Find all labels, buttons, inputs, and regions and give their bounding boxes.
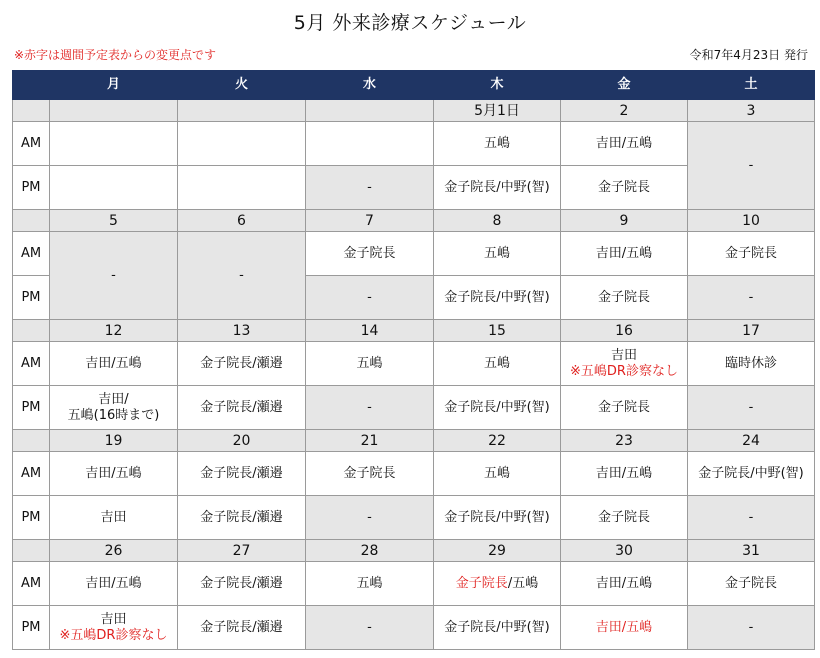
- schedule-cell: [434, 122, 561, 166]
- date-row: [13, 210, 815, 232]
- date-cell: 23: [561, 430, 688, 452]
- doctor-text: 金子院長: [597, 179, 650, 195]
- am-label: AM: [13, 452, 50, 496]
- schedule-cell: [306, 606, 434, 650]
- schedule-cell: [178, 496, 306, 540]
- date-cell: 2: [561, 100, 688, 122]
- date-cell: 20: [178, 430, 306, 452]
- schedule-cell: [688, 496, 815, 540]
- date-row: [13, 100, 815, 122]
- date-cell: 27: [178, 540, 306, 562]
- doctor-text: -: [367, 289, 372, 305]
- page-title: 5月 外来診療スケジュール: [293, 12, 527, 34]
- pm-row: [13, 386, 815, 430]
- date-row-spacer: [13, 210, 50, 232]
- date-cell: 30: [561, 540, 688, 562]
- doctor-text: 五嶋: [483, 245, 510, 261]
- pm-label: PM: [13, 606, 50, 650]
- pm-label: PM: [13, 496, 50, 540]
- date-cell: 3: [688, 100, 815, 122]
- schedule-cell: [306, 342, 434, 386]
- doctor-text: -: [748, 509, 754, 525]
- pm-label: PM: [13, 386, 50, 430]
- doctor-text: -: [748, 289, 754, 305]
- date-cell: 21: [306, 430, 434, 452]
- schedule-cell: [50, 122, 178, 166]
- schedule-cell: [561, 562, 688, 606]
- weekday-header: 金: [561, 71, 688, 100]
- schedule-cell: [50, 496, 178, 540]
- am-row: [13, 342, 815, 386]
- date-cell: 9: [561, 210, 688, 232]
- schedule-cell: [306, 232, 434, 276]
- schedule-cell: [688, 562, 815, 606]
- doctor-text: 金子院長: [597, 509, 650, 525]
- schedule-cell: [688, 122, 815, 210]
- schedule-cell: [688, 606, 815, 650]
- change-remark: ※五嶋DR診察なし: [570, 363, 678, 379]
- schedule-cell: [434, 606, 561, 650]
- doctor-text: 金子院長: [597, 399, 650, 415]
- schedule-cell: [688, 452, 815, 496]
- date-cell: 31: [688, 540, 815, 562]
- doctor-text: -: [367, 399, 372, 415]
- weekday-header: 木: [434, 71, 561, 100]
- am-row: [13, 452, 815, 496]
- date-row: [13, 430, 815, 452]
- schedule-cell: [561, 386, 688, 430]
- schedule-cell: [50, 452, 178, 496]
- schedule-cell: [561, 496, 688, 540]
- schedule-cell: [178, 452, 306, 496]
- schedule-cell: [178, 606, 306, 650]
- doctor-text: 吉田/五嶋: [595, 619, 653, 635]
- doctor-text: 吉田/五嶋: [595, 575, 653, 591]
- schedule-cell: [434, 562, 561, 606]
- schedule-cell: [561, 342, 688, 386]
- schedule-cell: [688, 386, 815, 430]
- schedule-cell: [434, 386, 561, 430]
- date-cell: 29: [434, 540, 561, 562]
- schedule-cell: [688, 232, 815, 276]
- date-cell: 22: [434, 430, 561, 452]
- doctor-text: 吉田/五嶋: [85, 465, 142, 481]
- date-cell: 24: [688, 430, 815, 452]
- doctor-text: 金子院長/中野(智): [444, 179, 550, 195]
- date-cell: 6: [178, 210, 306, 232]
- doctor-text: 吉田/五嶋: [85, 575, 142, 591]
- weekday-header: 水: [306, 71, 434, 100]
- doctor-text: 吉田: [610, 347, 637, 363]
- doctor-text: -: [111, 267, 116, 283]
- doctor-text: 金子院長/瀬邉: [200, 399, 283, 415]
- date-cell: 19: [50, 430, 178, 452]
- date-row-spacer: [13, 430, 50, 452]
- am-label: AM: [13, 342, 50, 386]
- doctor-text: 吉田/五嶋: [85, 355, 142, 371]
- doctor-text: 金子院長/中野(智): [444, 289, 550, 305]
- schedule-cell: [434, 232, 561, 276]
- date-cell: 7: [306, 210, 434, 232]
- change-remark: ※五嶋DR診察なし: [59, 627, 168, 643]
- doctor-text: 金子院長: [724, 575, 777, 591]
- date-row-spacer: [13, 100, 50, 122]
- doctor-text: 吉田/五嶋: [595, 465, 653, 481]
- schedule-cell: [306, 496, 434, 540]
- schedule-cell: [178, 342, 306, 386]
- date-cell: 26: [50, 540, 178, 562]
- date-cell: 14: [306, 320, 434, 342]
- schedule-cell: [178, 562, 306, 606]
- schedule-cell: [561, 122, 688, 166]
- doctor-text: -: [367, 619, 372, 635]
- date-cell: 28: [306, 540, 434, 562]
- doctor-text: 吉田: [100, 611, 127, 627]
- schedule-cell: [434, 452, 561, 496]
- doctor-text: -: [748, 619, 754, 635]
- doctor-text: 金子院長/瀬邉: [200, 465, 283, 481]
- schedule-cell: [434, 276, 561, 320]
- date-cell: 5月1日: [434, 100, 561, 122]
- schedule-cell: [306, 452, 434, 496]
- doctor-text: 金子院長/中野(智): [444, 399, 550, 415]
- schedule-cell: [50, 342, 178, 386]
- schedule-cell: [306, 276, 434, 320]
- doctor-text: -: [367, 179, 372, 195]
- am-label: AM: [13, 232, 50, 276]
- schedule-cell: [434, 166, 561, 210]
- schedule-cell: [306, 386, 434, 430]
- schedule-cell: [561, 166, 688, 210]
- date-row: [13, 540, 815, 562]
- schedule-cell: [561, 276, 688, 320]
- doctor-text: 五嶋: [483, 355, 510, 371]
- schedule-cell: [50, 166, 178, 210]
- issue-date: 令和7年4月23日 発行: [689, 48, 808, 62]
- schedule-cell: [50, 232, 178, 320]
- weekday-header: 火: [178, 71, 306, 100]
- am-label: AM: [13, 562, 50, 606]
- doctor-text: 金子院長/中野(智): [698, 465, 804, 481]
- schedule-table: [12, 70, 815, 650]
- pm-label: PM: [13, 166, 50, 210]
- schedule-cell: [50, 562, 178, 606]
- schedule-cell: [178, 166, 306, 210]
- weekday-header: 月: [50, 71, 178, 100]
- schedule-cell: [561, 232, 688, 276]
- date-cell: [178, 100, 306, 122]
- doctor-text: 金子院長/瀬邉: [200, 509, 283, 525]
- doctor-text: 臨時休診: [724, 355, 777, 371]
- doctor-text: 吉田: [100, 509, 127, 525]
- doctor-text: -: [748, 399, 754, 415]
- schedule-cell: [50, 606, 178, 650]
- date-cell: 13: [178, 320, 306, 342]
- date-cell: 16: [561, 320, 688, 342]
- doctor-text: 吉田/: [98, 391, 129, 407]
- am-row: [13, 562, 815, 606]
- pm-row: [13, 606, 815, 650]
- doctor-text: 金子院長/瀬邉: [200, 619, 283, 635]
- doctor-text: 金子院長: [343, 465, 396, 481]
- date-cell: 15: [434, 320, 561, 342]
- doctor-text-line2: 五嶋(16時まで): [67, 407, 160, 423]
- date-cell: 5: [50, 210, 178, 232]
- doctor-text: 五嶋: [356, 355, 383, 371]
- doctor-text-suffix: /五嶋: [507, 575, 539, 591]
- schedule-cell: [178, 122, 306, 166]
- schedule-cell: [306, 562, 434, 606]
- doctor-text: 金子院長: [343, 245, 396, 261]
- weekday-header: 土: [688, 71, 815, 100]
- doctor-text: 五嶋: [356, 575, 383, 591]
- am-row: [13, 122, 815, 166]
- doctor-text: 五嶋: [483, 135, 510, 151]
- am-label: AM: [13, 122, 50, 166]
- date-cell: 10: [688, 210, 815, 232]
- doctor-text: 金子院長: [724, 245, 777, 261]
- schedule-cell: [434, 496, 561, 540]
- change-note: ※赤字は週間予定表からの変更点です: [14, 48, 217, 62]
- schedule-cell: [434, 342, 561, 386]
- schedule-cell: [688, 342, 815, 386]
- schedule-cell: [306, 122, 434, 166]
- date-row: [13, 320, 815, 342]
- doctor-text: 金子院長/中野(智): [444, 619, 550, 635]
- doctor-text: 金子院長/瀬邉: [200, 575, 283, 591]
- weekday-header-row: [13, 71, 815, 100]
- date-row-spacer: [13, 540, 50, 562]
- doctor-text: 金子院長/瀬邉: [200, 355, 283, 371]
- schedule-cell: [688, 276, 815, 320]
- date-cell: 12: [50, 320, 178, 342]
- date-cell: [50, 100, 178, 122]
- doctor-text: 金子院長: [455, 575, 508, 591]
- doctor-text: 吉田/五嶋: [595, 135, 653, 151]
- am-row: [13, 232, 815, 276]
- schedule-cell: [178, 386, 306, 430]
- doctor-text: -: [239, 267, 244, 283]
- pm-row: [13, 496, 815, 540]
- doctor-text: -: [748, 157, 754, 173]
- doctor-text: -: [367, 509, 372, 525]
- date-row-spacer: [13, 320, 50, 342]
- schedule-cell: [50, 386, 178, 430]
- doctor-text: 五嶋: [483, 465, 510, 481]
- doctor-text: 金子院長/中野(智): [444, 509, 550, 525]
- schedule-cell: [561, 606, 688, 650]
- date-cell: [306, 100, 434, 122]
- doctor-text: 金子院長: [597, 289, 650, 305]
- pm-label: PM: [13, 276, 50, 320]
- doctor-text: 吉田/五嶋: [595, 245, 653, 261]
- schedule-cell: [178, 232, 306, 320]
- header-corner: [13, 71, 50, 100]
- schedule-cell: [561, 452, 688, 496]
- schedule-cell: [306, 166, 434, 210]
- date-cell: 8: [434, 210, 561, 232]
- date-cell: 17: [688, 320, 815, 342]
